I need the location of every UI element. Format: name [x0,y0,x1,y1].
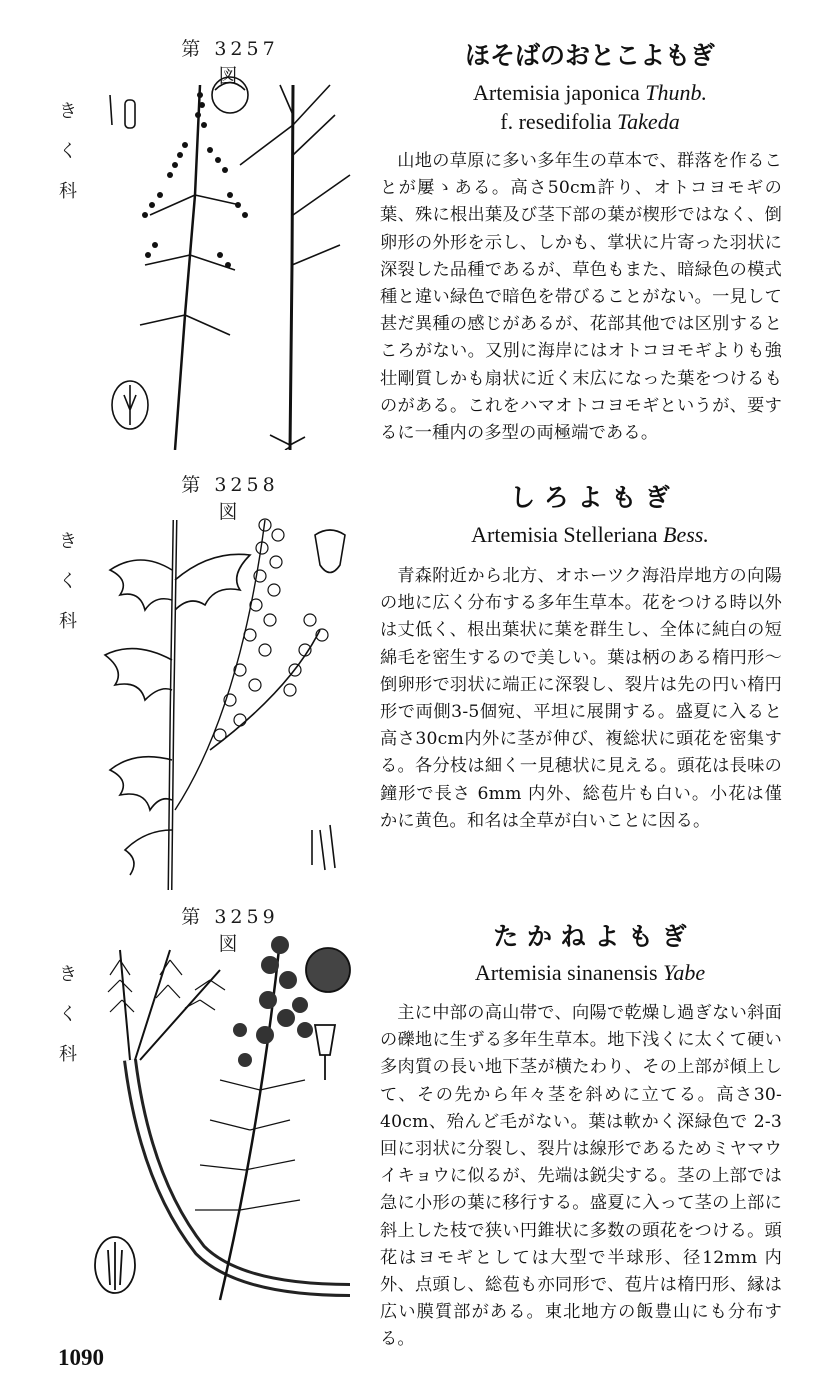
japanese-name: ほそばのおとこよもぎ [464,41,715,70]
figure-label: 第 3258 図 [181,474,279,523]
family-label: き く 科 [59,101,77,202]
japanese-name: た か ね よ も ぎ [493,922,687,951]
family-label: き く 科 [59,531,77,632]
description: 青森附近から北方、オホーツク海沿岸地方の向陽の地に広く分布する多年生草本。花をつける時以外は丈低く、根出葉状に葉を群生し、全体に純白の短綿毛を密生するので美しい。葉は柄のある楕円形〜倒卵形で羽状に端正に深裂し、裂片は先の円い楕円形で両側3-5個宛、平坦に展開する。盛夏に入ると高さ30cm内外に茎が伸び、複総状に頭花を密集する。各分枝は細く一見穂状に見える。頭花は長味の鐘形で長さ 6mm 内外、総苞片も白い。小花は僅かに黄色。和名は全草が白いことに因る。 [380,566,782,831]
description: 山地の草原に多い多年生の草本で、群落を作ることが屢ゝある。高さ50cm許り、オトコヨモギの葉、殊に根出葉及び茎下部の葉が楔形ではなく、倒卵形の外形を示し、しかも、掌状に片寄った羽状に深裂した品種であるが、草色もまた、暗緑色の模式種と違い緑色で暗色を帯びることがない。一見して甚だ異種の感じがあるが、花部其他では区別するところがない。又別に海岸にはオトコヨモギよりも強壮剛質しかも扇状に近く末広になった葉をつけるものがある。これをハマオトコヨモギというが、要するに一種内の多型の両極端である。 [380,151,782,444]
plant-illustration-3259 [90,930,375,1315]
plant-illustration-3257 [90,65,375,450]
page-number: 1090 [58,1345,104,1370]
scientific-name: Artemisia japonica Thunb. f. resedifolia Takeda [472,80,708,134]
description: 主に中部の高山帯で、向陽で乾燥し過ぎない斜面の礫地に生ずる多年生草本。地下浅くに太くて硬い多肉質の長い地下茎が横たわり、その上部が傾上して、その先から年々茎を斜めに立てる。高さ30-40cm、殆んど毛がない。葉は軟かく深緑色で 2-3 回に羽状に分裂し、裂片は線形であるためミヤマウイキョウに似るが、先端は鋭尖する。茎の上部では急に小形の葉に移行する。盛夏に入って茎の上部に斜上した枝で狭い円錐状に多数の頭花をつける。頭花はヨモギとしては大型で半球形、径12mm 内外、点頭し、総苞も亦同形で、苞片は楕円形、縁は広い膜質部がある。東北地方の飯豊山にも分布する。 [380,1003,782,1350]
japanese-name: し ろ よ も ぎ [510,483,670,512]
family-label: き く 科 [59,964,77,1065]
scientific-name: Artemisia sinanensis Yabe [474,960,706,985]
plant-illustration-3258 [90,510,375,890]
figure-label: 第 3257 図 [181,38,279,87]
scientific-name: Artemisia Stelleriana Bess. [471,522,709,547]
figure-label: 第 3259 図 [181,906,279,955]
